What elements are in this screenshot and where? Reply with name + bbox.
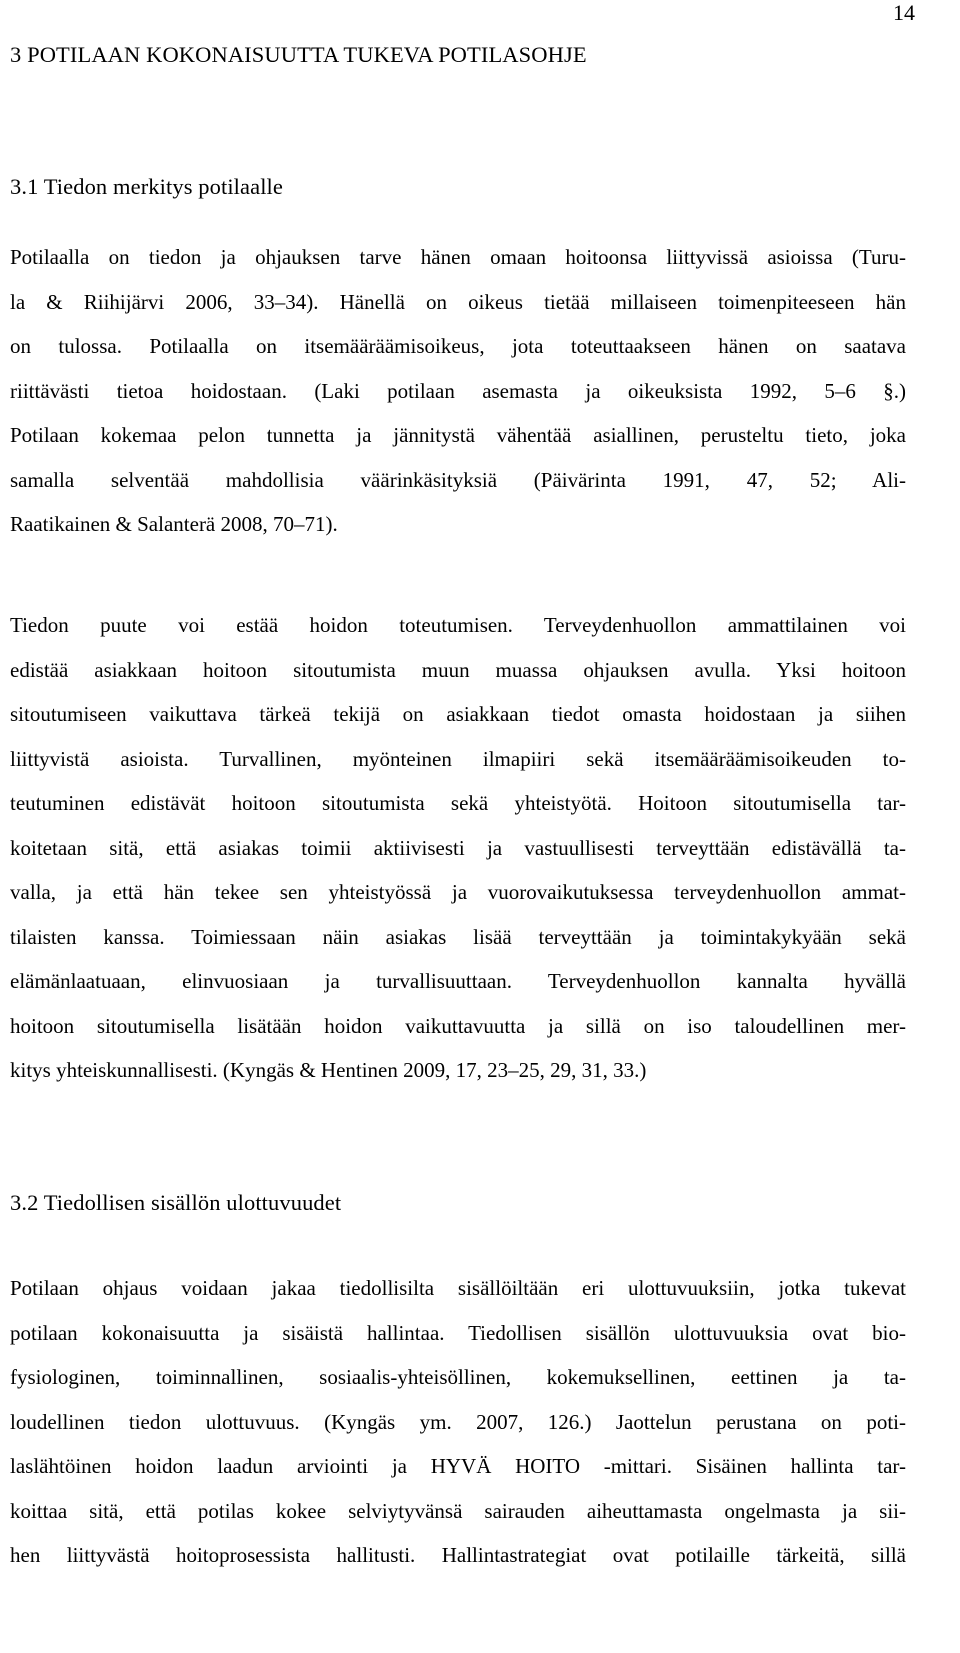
text-line: teutuminen edistävät hoitoon sitoutumista sekä yhteistyötä. Hoitoon sitoutumisella tar- bbox=[10, 791, 906, 815]
text-line: edistää asiakkaan hoitoon sitoutumista muun muassa ohjauksen avulla. Yksi hoitoon bbox=[10, 657, 906, 682]
text-line: tilaisten kanssa. Toimiessaan näin asiakas lisää terveyttään ja toimintakykyään sekä bbox=[10, 924, 906, 949]
paragraph-hoitoon-sitoutuminen bbox=[10, 603, 906, 1093]
section-heading-3-2: 3.2 Tiedollisen sisällön ulottuvuudet bbox=[10, 1190, 342, 1215]
text-line: Tiedon puute voi estää hoidon toteutumisen. Terveydenhuollon ammattilainen voi bbox=[10, 613, 906, 637]
text-line: potilaan kokonaisuutta ja sisäistä hallintaa. Tiedollisen sisällön ulottuvuuksia ovat bio- bbox=[10, 1320, 906, 1345]
text-line: Raatikainen & Salanterä 2008, 70–71). bbox=[10, 512, 338, 536]
text-line: hoitoon sitoutumisella lisätään hoidon vaikuttavuutta ja sillä on iso taloudellinen mer- bbox=[10, 1013, 906, 1038]
text-line: Potilaan kokemaa pelon tunnetta ja jännitystä vähentää asiallinen, perusteltu tieto, joka bbox=[10, 423, 906, 447]
text-line: laslähtöinen hoidon laadun arviointi ja HYVÄ HOITO -mittari. Sisäinen hallinta tar- bbox=[10, 1454, 906, 1478]
text-line: koittaa sitä, että potilas kokee selviytyvänsä sairauden aiheuttamasta ongelmasta ja sii- bbox=[10, 1498, 906, 1523]
text-line: fysiologinen, toiminnallinen, sosiaalis-yhteisöllinen, kokemuksellinen, eettinen ja ta- bbox=[10, 1365, 906, 1389]
text-line: koitetaan sitä, että asiakas toimii aktiivisesti ja vastuullisesti terveyttään edistävällä ta- bbox=[10, 835, 906, 860]
text-line: elämänlaatuaan, elinvuosiaan ja turvallisuuttaan. Terveydenhuollon kannalta hyvällä bbox=[10, 969, 906, 993]
text-line: la & Riihijärvi 2006, 33–34). Hänellä on oikeus tietää millaiseen toimenpiteeseen hän bbox=[10, 289, 906, 314]
text-line: Potilaalla on tiedon ja ohjauksen tarve hänen omaan hoitoonsa liittyvissä asioissa (Turu- bbox=[10, 245, 906, 269]
text-line: liittyvistä asioista. Turvallinen, myönteinen ilmapiiri sekä itsemääräämisoikeuden to- bbox=[10, 746, 906, 771]
paragraph-tiedon-tarve bbox=[10, 235, 906, 547]
text-line: loudellinen tiedon ulottuvuus. (Kyngäs ym. 2007, 126.) Jaottelun perustana on poti- bbox=[10, 1409, 906, 1434]
text-line: on tulossa. Potilaalla on itsemääräämisoikeus, jota toteuttaakseen hänen on saatava bbox=[10, 334, 906, 358]
text-line: kitys yhteiskunnallisesti. (Kyngäs & Hentinen 2009, 17, 23–25, 29, 31, 33.) bbox=[10, 1058, 647, 1082]
page-number: 14 bbox=[893, 0, 915, 25]
text-line: samalla selventää mahdollisia väärinkäsityksiä (Päivärinta 1991, 47, 52; Ali- bbox=[10, 467, 906, 492]
text-line: valla, ja että hän tekee sen yhteistyössä ja vuorovaikutuksessa terveydenhuollon ammat- bbox=[10, 880, 906, 904]
paragraph-ulottuvuudet bbox=[10, 1266, 906, 1578]
text-line: hen liittyvästä hoitoprosessista hallitusti. Hallintastrategiat ovat potilaille tärkeitä, sillä bbox=[10, 1543, 906, 1567]
chapter-heading: 3 POTILAAN KOKONAISUUTTA TUKEVA POTILASOHJE bbox=[10, 42, 587, 67]
text-line: riittävästi tietoa hoidostaan. (Laki potilaan asemasta ja oikeuksista 1992, 5–6 §.) bbox=[10, 378, 906, 403]
text-line: sitoutumiseen vaikuttava tärkeä tekijä on asiakkaan tiedot omasta hoidostaan ja siihen bbox=[10, 702, 906, 726]
section-heading-3-1: 3.1 Tiedon merkitys potilaalle bbox=[10, 174, 283, 199]
text-line: Potilaan ohjaus voidaan jakaa tiedollisilta sisällöiltään eri ulottuvuuksiin, jotka tukevat bbox=[10, 1276, 906, 1300]
